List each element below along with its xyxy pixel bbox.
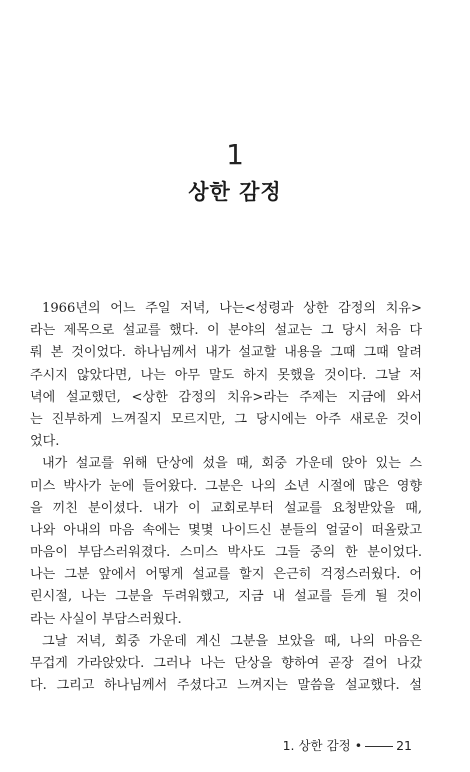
- body-text: [30, 298, 422, 697]
- text-line: 는 진부하게 느껴질지 모르지만, 그 당시에는 아주 새로운 것이: [30, 411, 422, 427]
- page-footer: [262, 736, 412, 754]
- text-line: 주시지 않았다면, 나는 아무 말도 하지 못했을 것이다. 그날 저: [30, 367, 422, 383]
- text-line: 린시절, 나는 그분을 두려워했고, 지금 내 설교를 듣게 될 것이: [30, 589, 422, 605]
- running-title: 1. 상한 감정 •: [282, 738, 363, 753]
- text-line: 었다.: [30, 434, 60, 450]
- text-line: 나와 아내의 마음 속에는 몇몇 나이드신 분들의 얼굴이 떠올랐고: [30, 522, 422, 538]
- text-line: 을 끼친 분이셨다. 내가 이 교회로부터 설교를 요청받았을 때,: [30, 500, 422, 516]
- text-line: 무겁게 가라앉았다. 그러나 나는 단상을 향하여 곧장 걸어 나갔: [30, 656, 422, 671]
- text-line: 라는 제목으로 설교를 했다. 이 분야의 설교는 그 당시 처음 다: [30, 323, 422, 339]
- page-number: 21: [396, 738, 412, 753]
- text-line: 내가 설교를 위해 단상에 섰을 때, 회중 가운데 앉아 있는 스: [42, 456, 422, 472]
- paragraph: [30, 453, 422, 631]
- text-line: 뤄 본 것이었다. 하나님께서 내가 설교할 내용을 그때 그때 알려: [30, 345, 422, 361]
- text-line: 녁에 설교했던, <상한 감정의 치유>라는 주제는 지금에 와서: [30, 389, 422, 405]
- text-line: 마음이 부담스러워졌다. 스미스 박사도 그들 중의 한 분이었다.: [30, 545, 422, 561]
- text-line: 나는 그분 앞에서 어떻게 설교를 할지 은근히 걱정스러웠다. 어: [30, 567, 422, 583]
- text-line: 그날 저녁, 회중 가운데 계신 그분을 보았을 때, 나의 마음은: [42, 633, 422, 649]
- paragraph: [30, 298, 422, 453]
- footer-rule: [365, 746, 393, 747]
- paragraph: [30, 631, 422, 698]
- text-line: 라는 사실이 부담스러웠다.: [30, 611, 182, 627]
- text-line: 다. 그리고 하나님께서 주셨다고 느껴지는 말씀을 설교했다. 설: [30, 678, 422, 694]
- chapter-number: 1: [226, 138, 244, 171]
- chapter-title: 상한 감정: [188, 180, 282, 204]
- text-line: 1966년의 어느 주일 저녁, 나는<성령과 상한 감정의 치유>: [42, 301, 422, 316]
- text-line: 미스 박사가 눈에 들어왔다. 그분은 나의 소년 시절에 많은 영향: [30, 478, 422, 494]
